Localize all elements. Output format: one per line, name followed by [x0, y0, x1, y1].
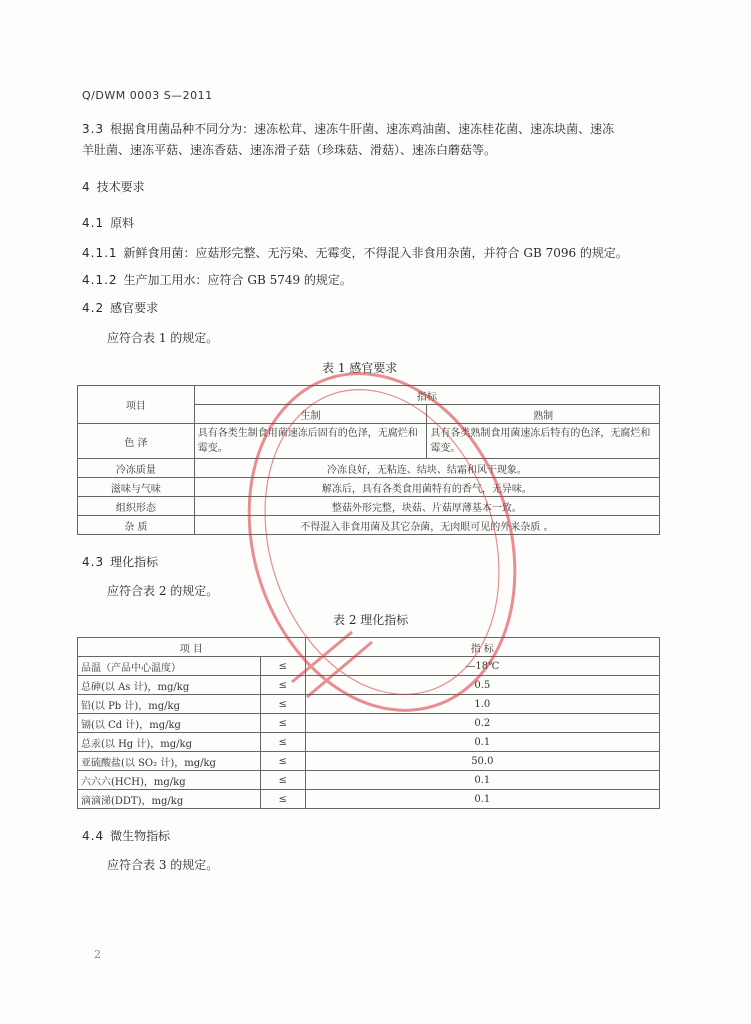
table-row: 色 泽 具有各类生制食用菌速冻后固有的色泽，无腐烂和霉变。 具有各类熟制食用菌速冻后特有的色泽，无腐烂和霉变。 — [78, 424, 660, 459]
table-row: 亚硫酸盐(以 SO₂ 计)，mg/kg ≤ 50.0 — [78, 752, 660, 771]
section-4-heading: 4 技术要求 — [82, 180, 145, 194]
table-row: 铅(以 Pb 计)，mg/kg ≤ 1.0 — [78, 695, 660, 714]
table-row: 总砷(以 As 计)，mg/kg ≤ 0.5 — [78, 676, 660, 695]
table1-header-index: 指标 — [194, 386, 659, 405]
table-row: 滋味与气味 解冻后，具有各类食用菌特有的香气，无异味。 — [78, 478, 660, 497]
section-4-3-note: 应符合表 2 的规定。 — [107, 584, 219, 598]
table-row: 镉(以 Cd 计)，mg/kg ≤ 0.2 — [78, 714, 660, 733]
table-row: 杂 质 不得混入非食用菌及其它杂菌，无肉眼可见的外来杂质 。 — [78, 516, 660, 535]
physicochemical-table — [77, 637, 660, 809]
section-4-1-1: 4.1.1 新鲜食用菌：应菇形完整、无污染、无霉变，不得混入非食用杂菌，并符合 GB 7096 的规定。 — [82, 246, 628, 260]
table1-header-raw: 生制 — [194, 405, 427, 424]
section-4-4-heading: 4.4 微生物指标 — [82, 829, 171, 843]
section-4-2-heading: 4.2 感官要求 — [82, 301, 159, 315]
table2-header-index: 指 标 — [305, 638, 659, 657]
table-row: 总汞(以 Hg 计)，mg/kg ≤ 0.1 — [78, 733, 660, 752]
section-4-3-heading: 4.3 理化指标 — [82, 555, 159, 569]
standard-code-header: Q/DWM 0003 S—2011 — [82, 89, 213, 102]
page-number: 2 — [94, 948, 101, 961]
section-4-1-2: 4.1.2 生产加工用水：应符合 GB 5749 的规定。 — [82, 273, 352, 287]
table2-caption: 表 2 理化指标 — [333, 613, 409, 627]
section-4-1-heading: 4.1 原料 — [82, 216, 135, 230]
table1-header-item: 项目 — [78, 386, 195, 424]
table-row: 品温（产品中心温度） ≤ —18℃ — [78, 657, 660, 676]
section-4-4-note: 应符合表 3 的规定。 — [107, 858, 219, 872]
table1-caption: 表 1 感官要求 — [322, 361, 398, 375]
table-row: 组织形态 整菇外形完整，块菇、片菇厚薄基本一致。 — [78, 497, 660, 516]
section-3-3: 3.3 根据食用菌品种不同分为：速冻松茸、速冻牛肝菌、速冻鸡油菌、速冻桂花菌、速冻块菌、速冻 羊肚菌、速冻平菇、速冻香菇、速冻滑子菇（珍珠菇、滑菇）、速冻白蘑菇等。 — [82, 122, 615, 157]
table-row: 滴滴涕(DDT)，mg/kg ≤ 0.1 — [78, 790, 660, 809]
table-row: 六六六(HCH)，mg/kg ≤ 0.1 — [78, 771, 660, 790]
table-row: 冷冻质量 冷冻良好，无粘连、结块、结霜和风干现象。 — [78, 459, 660, 478]
sensory-requirements-table — [77, 385, 660, 535]
section-4-2-note: 应符合表 1 的规定。 — [107, 331, 219, 345]
table2-header-item: 项 目 — [78, 638, 306, 657]
table1-header-cooked: 熟制 — [427, 405, 660, 424]
